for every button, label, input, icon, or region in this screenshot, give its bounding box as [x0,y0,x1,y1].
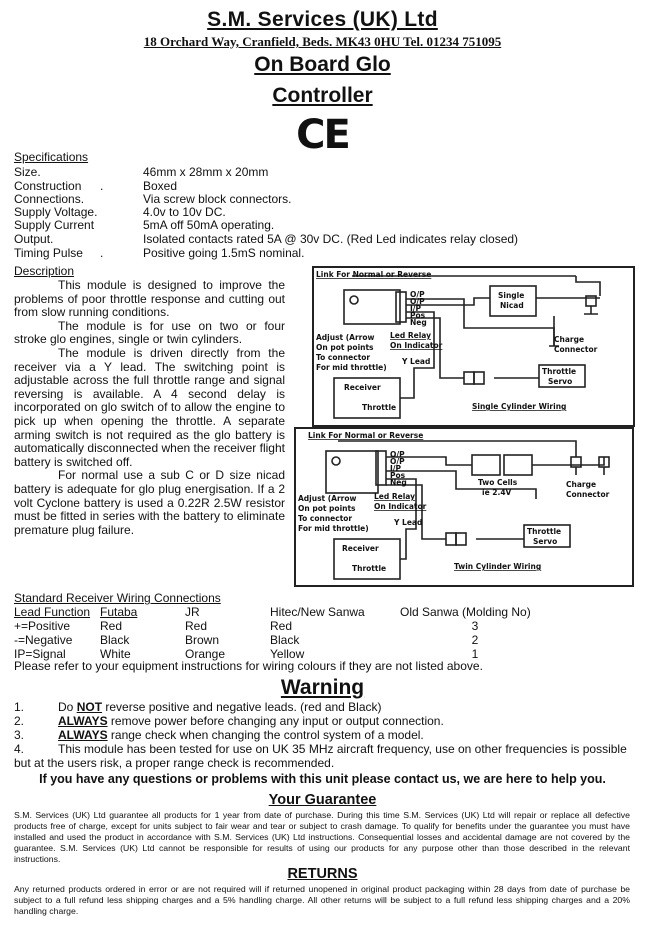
link-title: Link For Normal or Reverse [308,431,424,440]
description-paragraph: The module is driven directly from the receiver via a Y lead. The switching point is adjustable across the full throttle range and signal reversing is available. A 4 second delay is incorporated on glo switch of to allow the engine to pick up when opening the throttle. A separate arming switch is not required as the glo battery is automatically disconnected when the receiver flight battery is switched off. [14,345,285,469]
warning-title: Warning [280,676,365,699]
warning-item [14,743,634,771]
spec-label: Output. [14,232,54,246]
spec-label: Supply Current [14,218,95,232]
spec-value: Via screw block connectors. [143,192,292,206]
link-line [338,441,576,457]
table-cell: Orange [185,647,226,661]
pin-label: Pos [410,311,426,320]
table-cell: +=Positive [14,619,71,633]
twin-diagram-svg [296,429,632,585]
spec-label: Size. [14,165,41,179]
column-header: Lead Function [14,605,91,619]
specifications-heading: Specifications [14,150,89,164]
throttle-label: Throttle [362,403,397,412]
warning-item [14,715,634,729]
adjust-label: For mid throttle) [298,524,369,533]
spec-value: Positive going 1.5mS nominal. [143,246,305,260]
pin-label: O/P [390,457,405,466]
table-cell: Red [100,619,123,633]
warning-item [14,701,634,715]
charge-label: Connector [566,490,610,499]
twin-cylinder-wiring-diagram [294,427,634,587]
led-label: Led Relay [374,492,415,501]
table-cell: Yellow [270,647,305,661]
table-cell: 1 [471,647,479,661]
adjust-label: On pot points [298,504,356,513]
plug [456,533,466,545]
adjust-label: Adjust (Arrow [298,494,357,503]
servo-label: Throttle [542,367,577,376]
pin-label: Neg [390,478,407,487]
servo-label: Servo [548,377,573,386]
cells-label: ie 2.4V [482,488,512,497]
product-title-line2: Controller [272,84,373,107]
warning-text: This module has been tested for use on UK 35 MHz aircraft frequency, use on other frequencies is possible [58,742,627,756]
column-header: Old Sanwa (Molding No) [400,605,531,619]
cells-label: Two Cells [478,478,518,487]
spec-value: Boxed [143,179,178,193]
pin-label: Neg [410,318,427,327]
returns-title: RETURNS [287,866,358,882]
spec-label: Timing Pulse [14,246,83,260]
table-cell: Red [185,619,208,633]
description-paragraph: The module is for use on two or four stroke glo engines, single or twin cylinders. [14,318,285,347]
adjust-pot [332,457,340,465]
warning-text-continued: but at the users risk, a proper range check is recommended. [14,756,335,770]
spec-label: Supply Voltage. [14,205,98,219]
wiring-heading: Standard Receiver Wiring Connections [14,591,221,605]
diagram-caption: Single Cylinder Wiring [472,402,567,411]
y-lead-label: Y Lead [394,518,423,527]
description-paragraph: This module is designed to improve the problems of poor throttle response and cutting out from slow running conditions. [14,278,285,320]
warning-number: 1. [14,700,25,714]
returns-text: Any returned products ordered in error or are not required will if returned unopened in original product packaging within 28 days from date of purchase be subject to a full refund less shipping charges and a 5% handling charge. All other returns will be subject to a full refund less shipping charges and a 20% handling charge. [14,884,630,916]
receiver-label: Receiver [342,544,379,553]
pin-connector [396,292,406,322]
charge-label: Connector [554,345,598,354]
plug [446,533,456,545]
table-cell: Black [270,633,300,647]
warning-text: ALWAYS range check when changing the control system of a model. [58,728,424,742]
description-paragraph: For normal use a sub C or D size nicad battery is adequate for glo plug energisation. If a 2 volt Cyclone battery is used a 0.22R 2.5W resistor must be fitted in series with the battery to eliminate premature plug failure. [14,468,285,537]
warning-number: 3. [14,728,25,742]
table-cell: Red [270,619,293,633]
pin-label: I/P [410,304,422,313]
pin-label: O/P [390,450,405,459]
table-cell: 3 [471,619,479,633]
receiver-label: Receiver [344,383,381,392]
spec-value: 5mA off 50mA operating. [143,218,275,232]
table-row [14,633,550,647]
cell-2 [504,455,532,475]
adjust-label: For mid throttle) [316,363,387,372]
warning-number: 4. [14,742,25,756]
plug [464,372,474,384]
table-cell: Black [100,633,130,647]
led-label: Led Relay [390,331,431,340]
company-name: S.M. Services (UK) Ltd [207,8,438,31]
pin-label: Pos [390,471,406,480]
servo-label: Throttle [527,527,562,536]
pin-label: O/P [410,297,425,306]
warning-text: ALWAYS remove power before changing any input or output connection. [58,714,444,728]
table-cell: White [100,647,131,661]
column-header: Futaba [100,605,138,619]
charge-label: Charge [566,480,597,489]
adjust-pot [350,296,358,304]
wiring-table [14,605,550,661]
table-cell: 2 [471,633,479,647]
adjust-label: On pot points [316,343,374,352]
plug [474,372,484,384]
link-title: Link For Normal or Reverse [316,270,432,279]
adjust-label: To connector [298,514,353,523]
table-row [14,619,550,633]
guarantee-title: Your Guarantee [268,792,377,808]
led-label: On Indicator [390,341,443,350]
glo-plug-stem [584,306,598,314]
single-diagram-svg [314,268,633,425]
description-heading: Description [14,264,75,278]
spec-label: Construction [14,179,82,193]
wiring-note: Please refer to your equipment instructions for wiring colours if they are not listed above. [14,659,483,673]
table-cell: -=Negative [14,633,73,647]
adjust-label: Adjust (Arrow [316,333,375,342]
spec-value: 4.0v to 10v DC. [143,205,226,219]
adjust-label: To connector [316,353,371,362]
guarantee-text: S.M. Services (UK) Ltd guarantee all products for 1 year from date of purchase. During this time S.M. Services (UK) Ltd will repair or replace all defective products free of charge, except for units subject to fair wear and tear or subject to crash damage. To qualify for benefits under the guarantee you must have installed and used the product in accordance with S.M. Services (UK) Ltd instructions. Consequential losses and accidental damage are not covered by the guarantee. S.M. Services (UK) Ltd cannot be responsible for results of using our products for any purpose other than those described in the relevant instructions. [14,810,630,864]
led-label: On Indicator [374,502,427,511]
company-address: 18 Orchard Way, Cranfield, Beds. MK43 0HU Tel. 01234 751095 [143,34,502,49]
spec-dot: . [100,246,104,260]
warning-text: Do NOT reverse positive and negative leads. (red and Black) [58,700,382,714]
charge-label: Charge [554,335,585,344]
ce-mark-logo: CE [296,112,349,158]
column-header: Hitec/New Sanwa [270,605,365,619]
product-title-line1: On Board Glo [254,53,391,76]
table-cell: IP=Signal [14,647,66,661]
spec-dot: . [100,179,104,193]
table-header-row [14,605,550,619]
battery-label: Nicad [500,301,524,310]
glo-module [344,290,400,324]
pin-label: I/P [390,464,402,473]
single-cylinder-wiring-diagram [312,266,635,427]
y-lead-label: Y Lead [402,357,431,366]
warning-number: 2. [14,714,25,728]
column-header: JR [185,605,200,619]
wire [576,276,600,296]
diagram-caption: Twin Cylinder Wiring [454,562,542,571]
spec-value: 46mm x 28mm x 20mm [143,165,269,179]
contact-message: If you have any questions or problems with this unit please contact us, we are here to help you. [39,772,606,786]
spec-label: Connections. [14,192,85,206]
table-cell: Brown [185,633,220,647]
throttle-label: Throttle [352,564,387,573]
battery-label: Single [498,291,525,300]
cell-1 [472,455,500,475]
spec-value: Isolated contacts rated 5A @ 30v DC. (Red Led indicates relay closed) [143,232,519,246]
pin-label: O/P [410,290,425,299]
description-text [14,279,285,537]
servo-label: Servo [533,537,558,546]
glo-plug-stem [576,467,604,475]
warning-item [14,729,634,743]
